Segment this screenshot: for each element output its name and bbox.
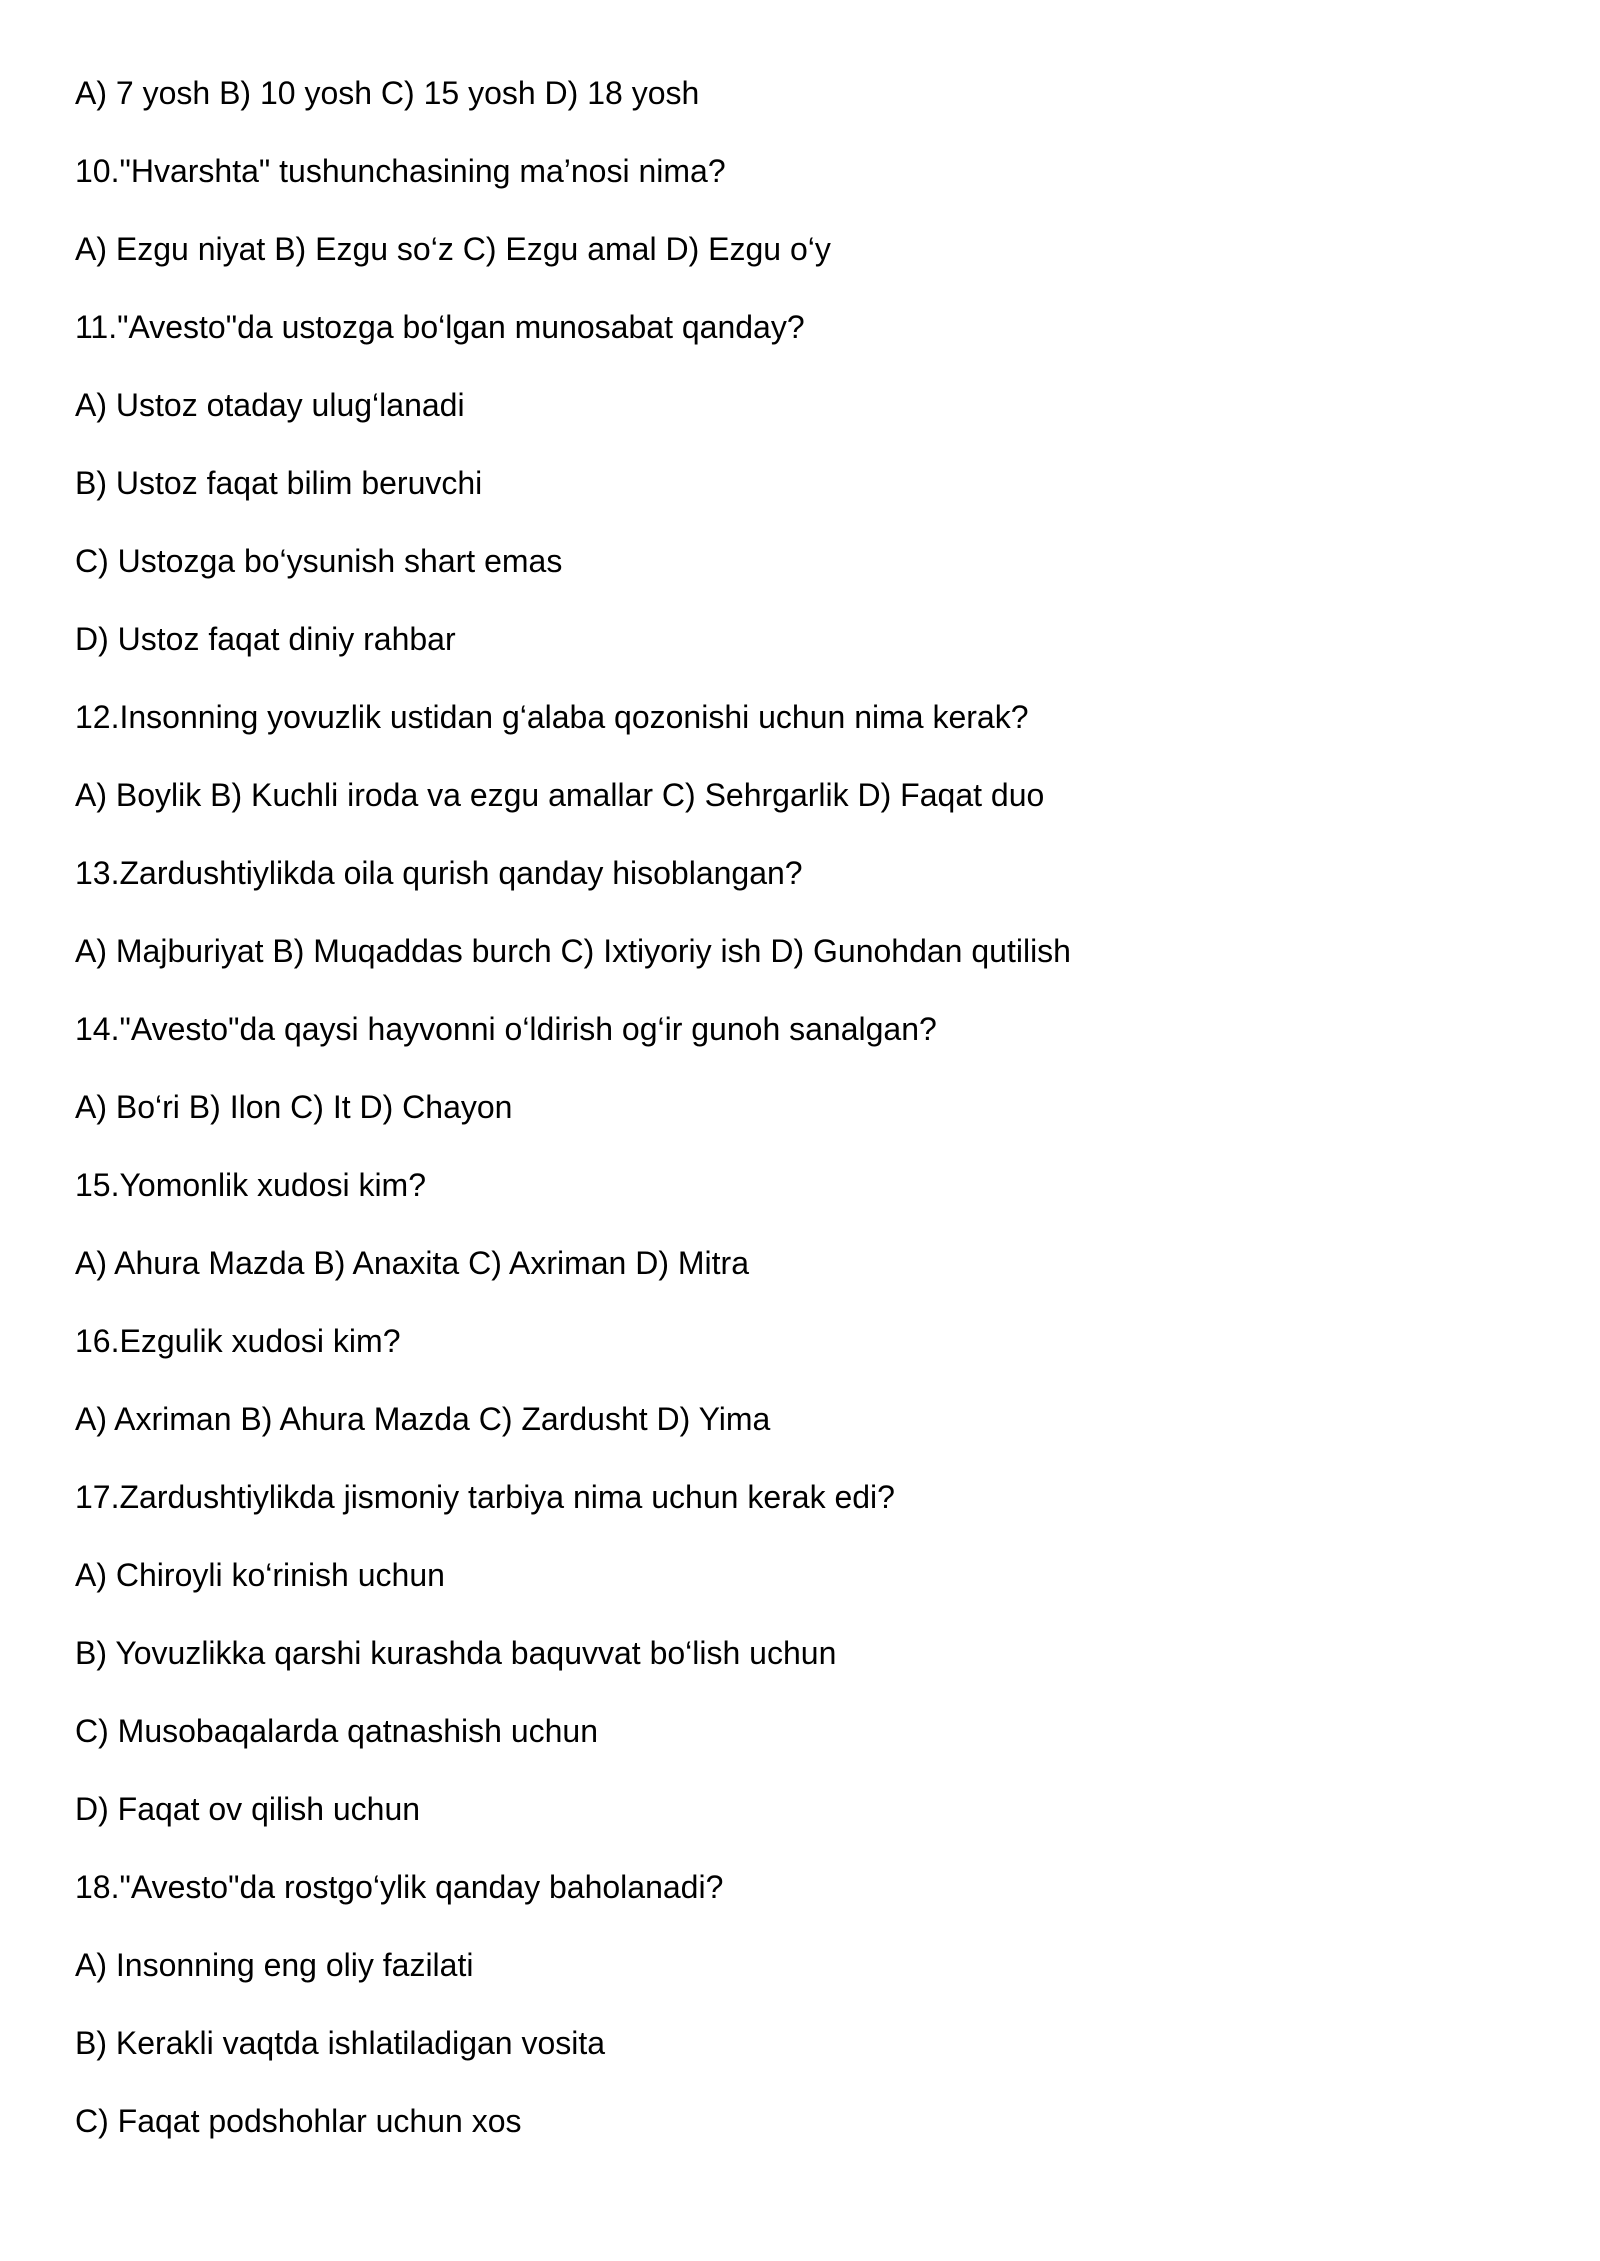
answer-option-q17-d: D) Faqat ov qilish uchun	[75, 1791, 421, 1827]
answer-options-q9: A) 7 yosh B) 10 yosh C) 15 yosh D) 18 yosh	[75, 75, 700, 111]
answer-option-q18-a: A) Insonning eng oliy fazilati	[75, 1947, 474, 1983]
answer-option-q11-b: B) Ustoz faqat bilim beruvchi	[75, 465, 483, 501]
question-17: 17.Zardushtiylikda jismoniy tarbiya nima uchun kerak edi?	[75, 1479, 895, 1515]
answer-option-q17-a: A) Chiroyli ko‘rinish uchun	[75, 1557, 445, 1593]
answer-option-q17-c: C) Musobaqalarda qatnashish uchun	[75, 1713, 598, 1749]
question-18: 18."Avesto"da rostgo‘ylik qanday baholanadi?	[75, 1869, 724, 1905]
answer-options-q16: A) Axriman B) Ahura Mazda C) Zardusht D) Yima	[75, 1401, 771, 1437]
answer-options-q12: A) Boylik B) Kuchli iroda va ezgu amallar C) Sehrgarlik D) Faqat duo	[75, 777, 1045, 813]
answer-option-q18-b: B) Kerakli vaqtda ishlatiladigan vosita	[75, 2025, 606, 2061]
question-13: 13.Zardushtiylikda oila qurish qanday hisoblangan?	[75, 855, 803, 891]
answer-options-q10: A) Ezgu niyat B) Ezgu so‘z C) Ezgu amal D) Ezgu o‘y	[75, 231, 831, 267]
answer-option-q17-b: B) Yovuzlikka qarshi kurashda baquvvat bo‘lish uchun	[75, 1635, 837, 1671]
answer-option-q18-c: C) Faqat podshohlar uchun xos	[75, 2103, 522, 2139]
answer-options-q13: A) Majburiyat B) Muqaddas burch C) Ixtiyoriy ish D) Gunohdan qutilish	[75, 933, 1071, 969]
answer-options-q14: A) Bo‘ri B) Ilon C) It D) Chayon	[75, 1089, 513, 1125]
answer-options-q15: A) Ahura Mazda B) Anaxita C) Axriman D) Mitra	[75, 1245, 749, 1281]
question-10: 10."Hvarshta" tushunchasining ma’nosi nima?	[75, 153, 726, 189]
question-16: 16.Ezgulik xudosi kim?	[75, 1323, 401, 1359]
question-14: 14."Avesto"da qaysi hayvonni o‘ldirish og‘ir gunoh sanalgan?	[75, 1011, 937, 1047]
answer-option-q11-d: D) Ustoz faqat diniy rahbar	[75, 621, 456, 657]
question-12: 12.Insonning yovuzlik ustidan g‘alaba qozonishi uchun nima kerak?	[75, 699, 1029, 735]
answer-option-q11-c: C) Ustozga bo‘ysunish shart emas	[75, 543, 563, 579]
answer-option-q11-a: A) Ustoz otaday ulug‘lanadi	[75, 387, 465, 423]
question-list	[75, 68, 1525, 2174]
question-15: 15.Yomonlik xudosi kim?	[75, 1167, 426, 1203]
question-11: 11."Avesto"da ustozga bo‘lgan munosabat qanday?	[75, 309, 805, 345]
